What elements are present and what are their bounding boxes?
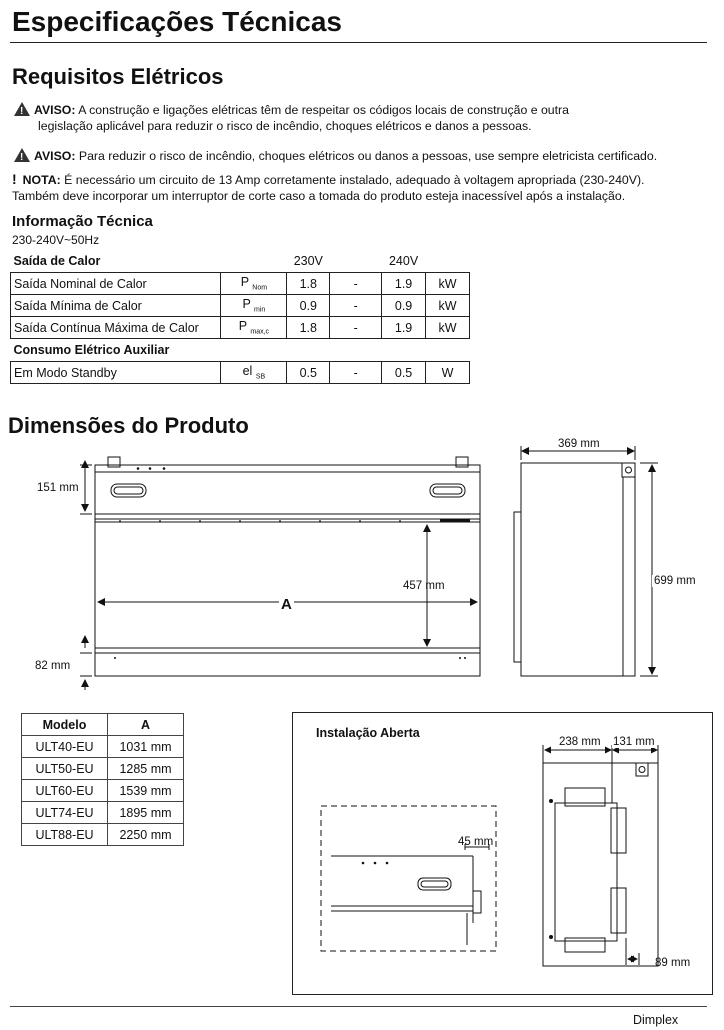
table-row: ULT40-EU 1031 mm	[22, 736, 184, 758]
footer-divider	[10, 1006, 707, 1007]
warning-triangle-icon	[14, 148, 30, 162]
side-view-drawing	[500, 440, 710, 690]
spec-table	[10, 250, 470, 384]
table-row: ULT88-EU 2250 mm	[22, 824, 184, 846]
dim-side-depth: 369 mm	[558, 438, 600, 450]
spec-row: Saída Mínima de Calor P $_{min}$ 0.9 - 0.9 kW	[11, 295, 470, 317]
aux-header-row: Consumo Elétrico Auxiliar	[13, 343, 170, 357]
spec-row-standby: Em Modo Standby el $_{SB}$ 0.5 - 0.5 W	[11, 362, 470, 384]
install-drawing	[293, 713, 711, 993]
title-divider	[10, 42, 707, 43]
supply-voltage: 230-240V~50Hz	[12, 233, 100, 247]
model-table	[21, 713, 184, 846]
warning-triangle-icon	[14, 102, 30, 116]
spec-row: Saída Nominal de Calor P $_{Nom}$ 1.8 - 1.9 kW	[11, 273, 470, 295]
table-row: ULT74-EU 1895 mm	[22, 802, 184, 824]
install-title: Instalação Aberta	[316, 726, 420, 740]
spec-row: Saída Contínua Máxima de Calor P $_{max,c}$ 1.8 - 1.9 kW	[11, 317, 470, 339]
electrical-heading: Requisitos Elétricos	[12, 64, 224, 89]
tech-info-heading: Informação Técnica	[12, 213, 153, 230]
warning-1: !AVISO: A construção e ligações elétricas têm de respeitar os códigos locais de construção e outra legislação aplicável para reduzir o risco de incêndio, choques elétricos e danos a pessoas.	[14, 102, 714, 134]
page-title: Especificações Técnicas	[12, 6, 342, 37]
dim-side-height: 699 mm	[654, 575, 696, 587]
table-row: ULT60-EU 1539 mm	[22, 780, 184, 802]
model-table-header: Modelo A	[22, 714, 184, 736]
note-exclamation-icon: !	[12, 171, 17, 187]
table-row: ULT50-EU 1285 mm	[22, 758, 184, 780]
dim-install-1: 238 mm	[559, 736, 601, 748]
dim-install-3: 45 mm	[458, 836, 494, 848]
dim-bottom-height: 82 mm	[35, 660, 71, 672]
dim-inner-height: 457 mm	[403, 580, 445, 592]
dimensions-heading: Dimensões do Produto	[8, 413, 249, 438]
dim-top-height: 151 mm	[37, 482, 79, 494]
front-view-drawing	[0, 440, 500, 690]
spec-header-row: Saída de Calor 230V 240V	[13, 254, 419, 268]
dim-install-4: 89 mm	[655, 957, 691, 969]
note-block: ! NOTA: É necessário um circuito de 13 Amp corretamente instalado, adequado à voltagem apropriada (230-240V). Também deve incorporar um interruptor de corte caso a tomada do produto esteja inacessível após a instalação.	[12, 171, 645, 203]
dim-width-label: A	[281, 596, 292, 613]
footer-brand: Dimplex	[633, 1013, 679, 1027]
dim-install-2: 131 mm	[613, 736, 655, 748]
warning-2: !AVISO: Para reduzir o risco de incêndio, choques elétricos ou danos a pessoas, use sempre eletricista certificado.	[14, 148, 714, 164]
